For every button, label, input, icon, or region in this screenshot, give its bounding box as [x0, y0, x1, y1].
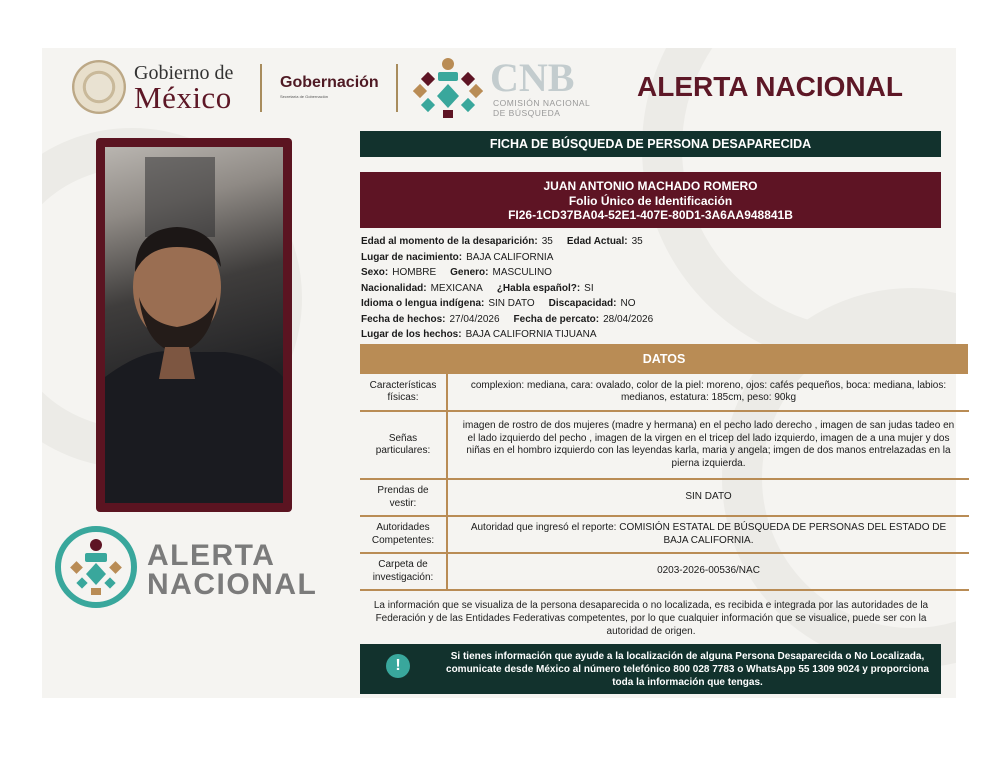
folio-value: FI26-1CD37BA04-52E1-407E-80D1-3A6AA948841B: [508, 208, 793, 222]
info-row: [361, 312, 941, 328]
table-row: [360, 374, 969, 411]
nacionalidad-label: Nacionalidad:: [361, 282, 427, 294]
lugar-hechos-value: BAJA CALIFORNIA TIJUANA: [465, 329, 597, 340]
fecha-percato-label: Fecha de percato:: [513, 313, 600, 325]
header-divider: [260, 64, 262, 112]
lugar-hechos-label: Lugar de los hechos:: [361, 329, 462, 340]
genero-label: Genero:: [450, 267, 489, 278]
nacionalidad-value: MEXICANA: [430, 282, 483, 294]
gobernacion-label: Gobernación: [280, 74, 379, 91]
table-row: [360, 479, 969, 516]
datos-key: Características físicas:: [360, 374, 447, 411]
edad-desaparicion-value: 35: [541, 236, 553, 247]
edad-actual-label: Edad Actual:: [566, 236, 628, 247]
table-row: [360, 553, 969, 590]
person-name-box: [360, 172, 941, 228]
idioma-value: SIN DATO: [488, 298, 535, 309]
fecha-hechos-value: 27/04/2026: [449, 313, 500, 325]
help-text: Si tienes información que ayude a la localización de alguna Persona Desaparecida o No Localizada, comunicate desde México al número telefónico 800 028 7783 o WhatsApp 55 1309 9024 y proporciona toda la información que tengas.: [446, 651, 929, 688]
gobernacion-sub-label: Secretaría de Gobernación: [280, 94, 329, 99]
cnb-subtitle: [493, 98, 590, 118]
datos-value: SIN DATO: [447, 479, 969, 516]
person-info: [361, 234, 941, 343]
header: [70, 56, 950, 120]
info-row: [361, 296, 941, 312]
person-photo-frame: [96, 138, 292, 512]
info-row: [361, 265, 941, 281]
fecha-percato-value: 28/04/2026: [603, 313, 654, 325]
alerta-nacional-title: ALERTA NACIONAL: [637, 71, 903, 102]
help-banner: [360, 644, 941, 694]
datos-key: Autoridades Competentes:: [360, 516, 447, 553]
disclaimer-text: La información que se visualiza de la persona desaparecida o no localizada, es recibida e integrada por las autoridades de la Federación y de las Entidades Federativas competentes, por lo que cualquier información que se visualice, puede ser con la autoridad de origen.: [373, 600, 929, 637]
cnb-subtitle-line1: COMISIÓN NACIONAL: [493, 98, 591, 108]
lugar-nacimiento-label: Lugar de nacimiento:: [361, 251, 463, 263]
datos-value: 0203-2026-00536/NAC: [447, 553, 969, 590]
cnb-subtitle-line2: DE BÚSQUEDA: [493, 108, 561, 118]
cnb-logo-icon: [413, 56, 483, 120]
sexo-value: HOMBRE: [392, 267, 437, 278]
fecha-hechos-label: Fecha de hechos:: [361, 313, 446, 325]
info-row: [361, 250, 941, 266]
lugar-nacimiento-value: BAJA CALIFORNIA: [466, 251, 554, 263]
ficha-title: FICHA DE BÚSQUEDA DE PERSONA DESAPARECIDA: [360, 131, 941, 157]
datos-value: Autoridad que ingresó el reporte: COMISIÓN ESTATAL DE BÚSQUEDA DE PERSONAS DEL ESTADO DE BAJA CALIFORNIA.: [447, 516, 969, 553]
person-silhouette: [105, 147, 283, 503]
datos-key: Carpeta de investigación:: [360, 553, 447, 590]
info-row: [361, 327, 941, 343]
edad-actual-value: 35: [631, 236, 643, 247]
datos-value: complexion: mediana, cara: ovalado, color de la piel: moreno, ojos: cafés pequeños, boca: mediana, labios: medianos, estatura: 185cm, peso: 90kg: [447, 374, 969, 411]
mexico-label: México: [134, 80, 232, 115]
sexo-label: Sexo:: [361, 267, 389, 278]
habla-espanol-label: ¿Habla español?:: [496, 282, 581, 294]
habla-espanol-value: SI: [584, 282, 594, 294]
header-divider: [396, 64, 398, 112]
coat-of-arms-icon: [72, 60, 126, 114]
cnb-label: CNB: [490, 55, 575, 100]
discapacidad-label: Discapacidad:: [548, 298, 617, 309]
table-row: [360, 411, 969, 479]
edad-desaparicion-label: Edad al momento de la desaparición:: [361, 236, 538, 247]
discapacidad-value: NO: [620, 298, 636, 309]
genero-value: MASCULINO: [492, 267, 552, 278]
info-row: [361, 281, 941, 297]
alerta-nacional-logo-text: [147, 541, 317, 599]
datos-key: Señas particulares:: [360, 411, 447, 479]
idioma-label: Idioma o lengua indígena:: [361, 298, 485, 309]
datos-value: imagen de rostro de dos mujeres (madre y hermana) en el pecho lado derecho , imagen de san judas tadeo en el lado izquierdo del pecho , imagen de la virgen en el tricep del lado izquierdo, imagen de a una mujer y dos niñas en el hombro izquierdo con las leyendas karla, maria y angela; imgen de dos manos entrelazadas en la pierna izquierda.: [447, 411, 969, 479]
info-row: [361, 234, 941, 250]
person-photo: [105, 147, 283, 503]
person-name: JUAN ANTONIO MACHADO ROMERO: [543, 179, 758, 193]
table-row: [360, 516, 969, 553]
exclamation-icon: !: [386, 654, 410, 678]
alerta-nacional-logo-icon: [54, 525, 138, 609]
datos-table: [360, 374, 969, 591]
logo-text-line1: ALERTA: [147, 539, 276, 572]
datos-header: DATOS: [360, 344, 968, 374]
logo-text-line2: NACIONAL: [147, 568, 318, 601]
gobierno-label: Gobierno de: [134, 62, 234, 84]
datos-key: Prendas de vestir:: [360, 479, 447, 516]
folio-label: Folio Único de Identificación: [568, 193, 733, 208]
